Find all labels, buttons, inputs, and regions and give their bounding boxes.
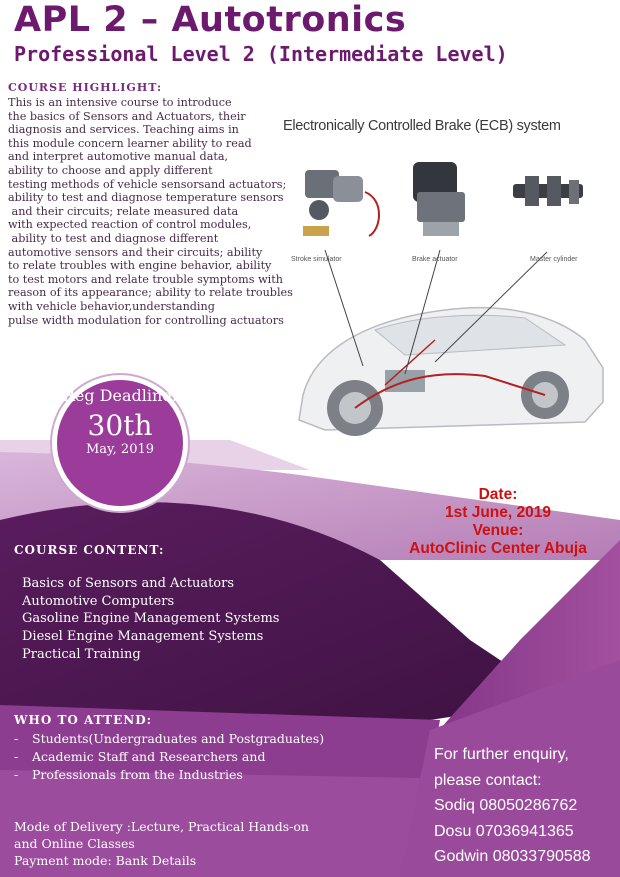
highlight-line: with expected reaction of control modules, [8, 218, 252, 232]
highlight-line: to relate troubles with engine behavior, ability [8, 259, 272, 273]
highlight-line: the basics of Sensors and Actuators, their [8, 109, 246, 123]
deadline-label: Reg Deadline: [62, 386, 178, 405]
list-item: Basics of Sensors and Actuators [22, 576, 235, 591]
venue-label: Venue: [472, 522, 524, 539]
master-cylinder-icon [513, 176, 583, 206]
course-content-heading: COURSE CONTENT: [14, 543, 165, 557]
brake-actuator-icon [413, 162, 465, 236]
page-subtitle: Professional Level 2 (Intermediate Level) [14, 42, 508, 66]
course-content-list [22, 575, 279, 664]
contact-person: Sodiq 08050286762 [434, 797, 578, 814]
course-highlight-text [8, 96, 298, 327]
course-highlight-heading: COURSE HIGHLIGHT: [8, 81, 163, 94]
highlight-line: ability to test and diagnose different [8, 231, 219, 245]
deadline-month-year: May, 2019 [85, 442, 155, 457]
delivery-line: and Online Classes [14, 836, 135, 852]
highlight-line: ability to choose and apply different [8, 163, 213, 177]
list-item: - Academic Staff and Researchers and [14, 749, 266, 764]
list-item: - Professionals from the Industries [14, 767, 243, 782]
highlight-line: testing methods of vehicle sensorsand actuators; [8, 177, 287, 191]
date-label: Date: [478, 486, 518, 503]
date-value: 1st June, 2019 [445, 504, 551, 521]
highlight-line: this module concern learner ability to read [8, 136, 252, 150]
stroke-simulator-icon [303, 170, 379, 236]
list-item: Diesel Engine Management Systems [22, 629, 264, 645]
highlight-line: pulse width modulation for controlling actuators [8, 313, 284, 327]
event-info [398, 486, 598, 558]
highlight-line: and interpret automotive manual data, [8, 150, 229, 164]
who-to-attend-heading: WHO TO ATTEND: [14, 713, 153, 727]
car-icon [299, 308, 603, 436]
ecb-figure-title: Electronically Controlled Brake (ECB) system [283, 118, 561, 134]
delivery-line: Mode of Delivery :Lecture, Practical Hands-on [14, 819, 309, 834]
highlight-line: with vehicle behavior,understanding [8, 299, 215, 313]
venue-value: AutoClinic Center Abuja [409, 540, 587, 557]
highlight-line: to test motors and relate trouble symptoms with [8, 272, 283, 286]
list-item: Gasoline Engine Management Systems [22, 611, 280, 627]
ecb-illustration [285, 140, 610, 470]
highlight-line: automotive sensors and their circuits; ability [8, 245, 263, 259]
contact-person: Godwin 08033790588 [434, 848, 591, 865]
highlight-line: reason of its appearance; ability to relate troubles [8, 286, 293, 300]
list-item: - Students(Undergraduates and Postgraduates) [14, 731, 325, 746]
payment-line: Payment mode: Bank Details [14, 853, 197, 869]
contact-person: Dosu 07036941365 [434, 822, 574, 840]
highlight-line: and their circuits; relate measured data [8, 204, 239, 218]
highlight-line: ability to test and diagnose temperature sensors [8, 191, 284, 205]
figure-label: Stroke simulator [291, 256, 342, 263]
highlight-line: This is an intensive course to introduce [8, 96, 232, 109]
list-item: Practical Training [22, 646, 141, 662]
highlight-line: diagnosis and services. Teaching aims in [8, 123, 239, 137]
reg-deadline-badge [52, 375, 188, 511]
contact-intro: For further enquiry, [434, 746, 569, 763]
figure-label: Master cylinder [530, 256, 578, 263]
delivery-info [14, 818, 309, 870]
contact-info [434, 742, 591, 870]
page-title: APL 2 – Autotronics [14, 0, 407, 40]
attend-list [14, 730, 324, 784]
figure-label: Brake actuator [412, 256, 458, 263]
list-item: Automotive Computers [22, 593, 175, 609]
contact-intro: please contact: [434, 771, 542, 789]
deadline-day: 30th [87, 409, 153, 442]
